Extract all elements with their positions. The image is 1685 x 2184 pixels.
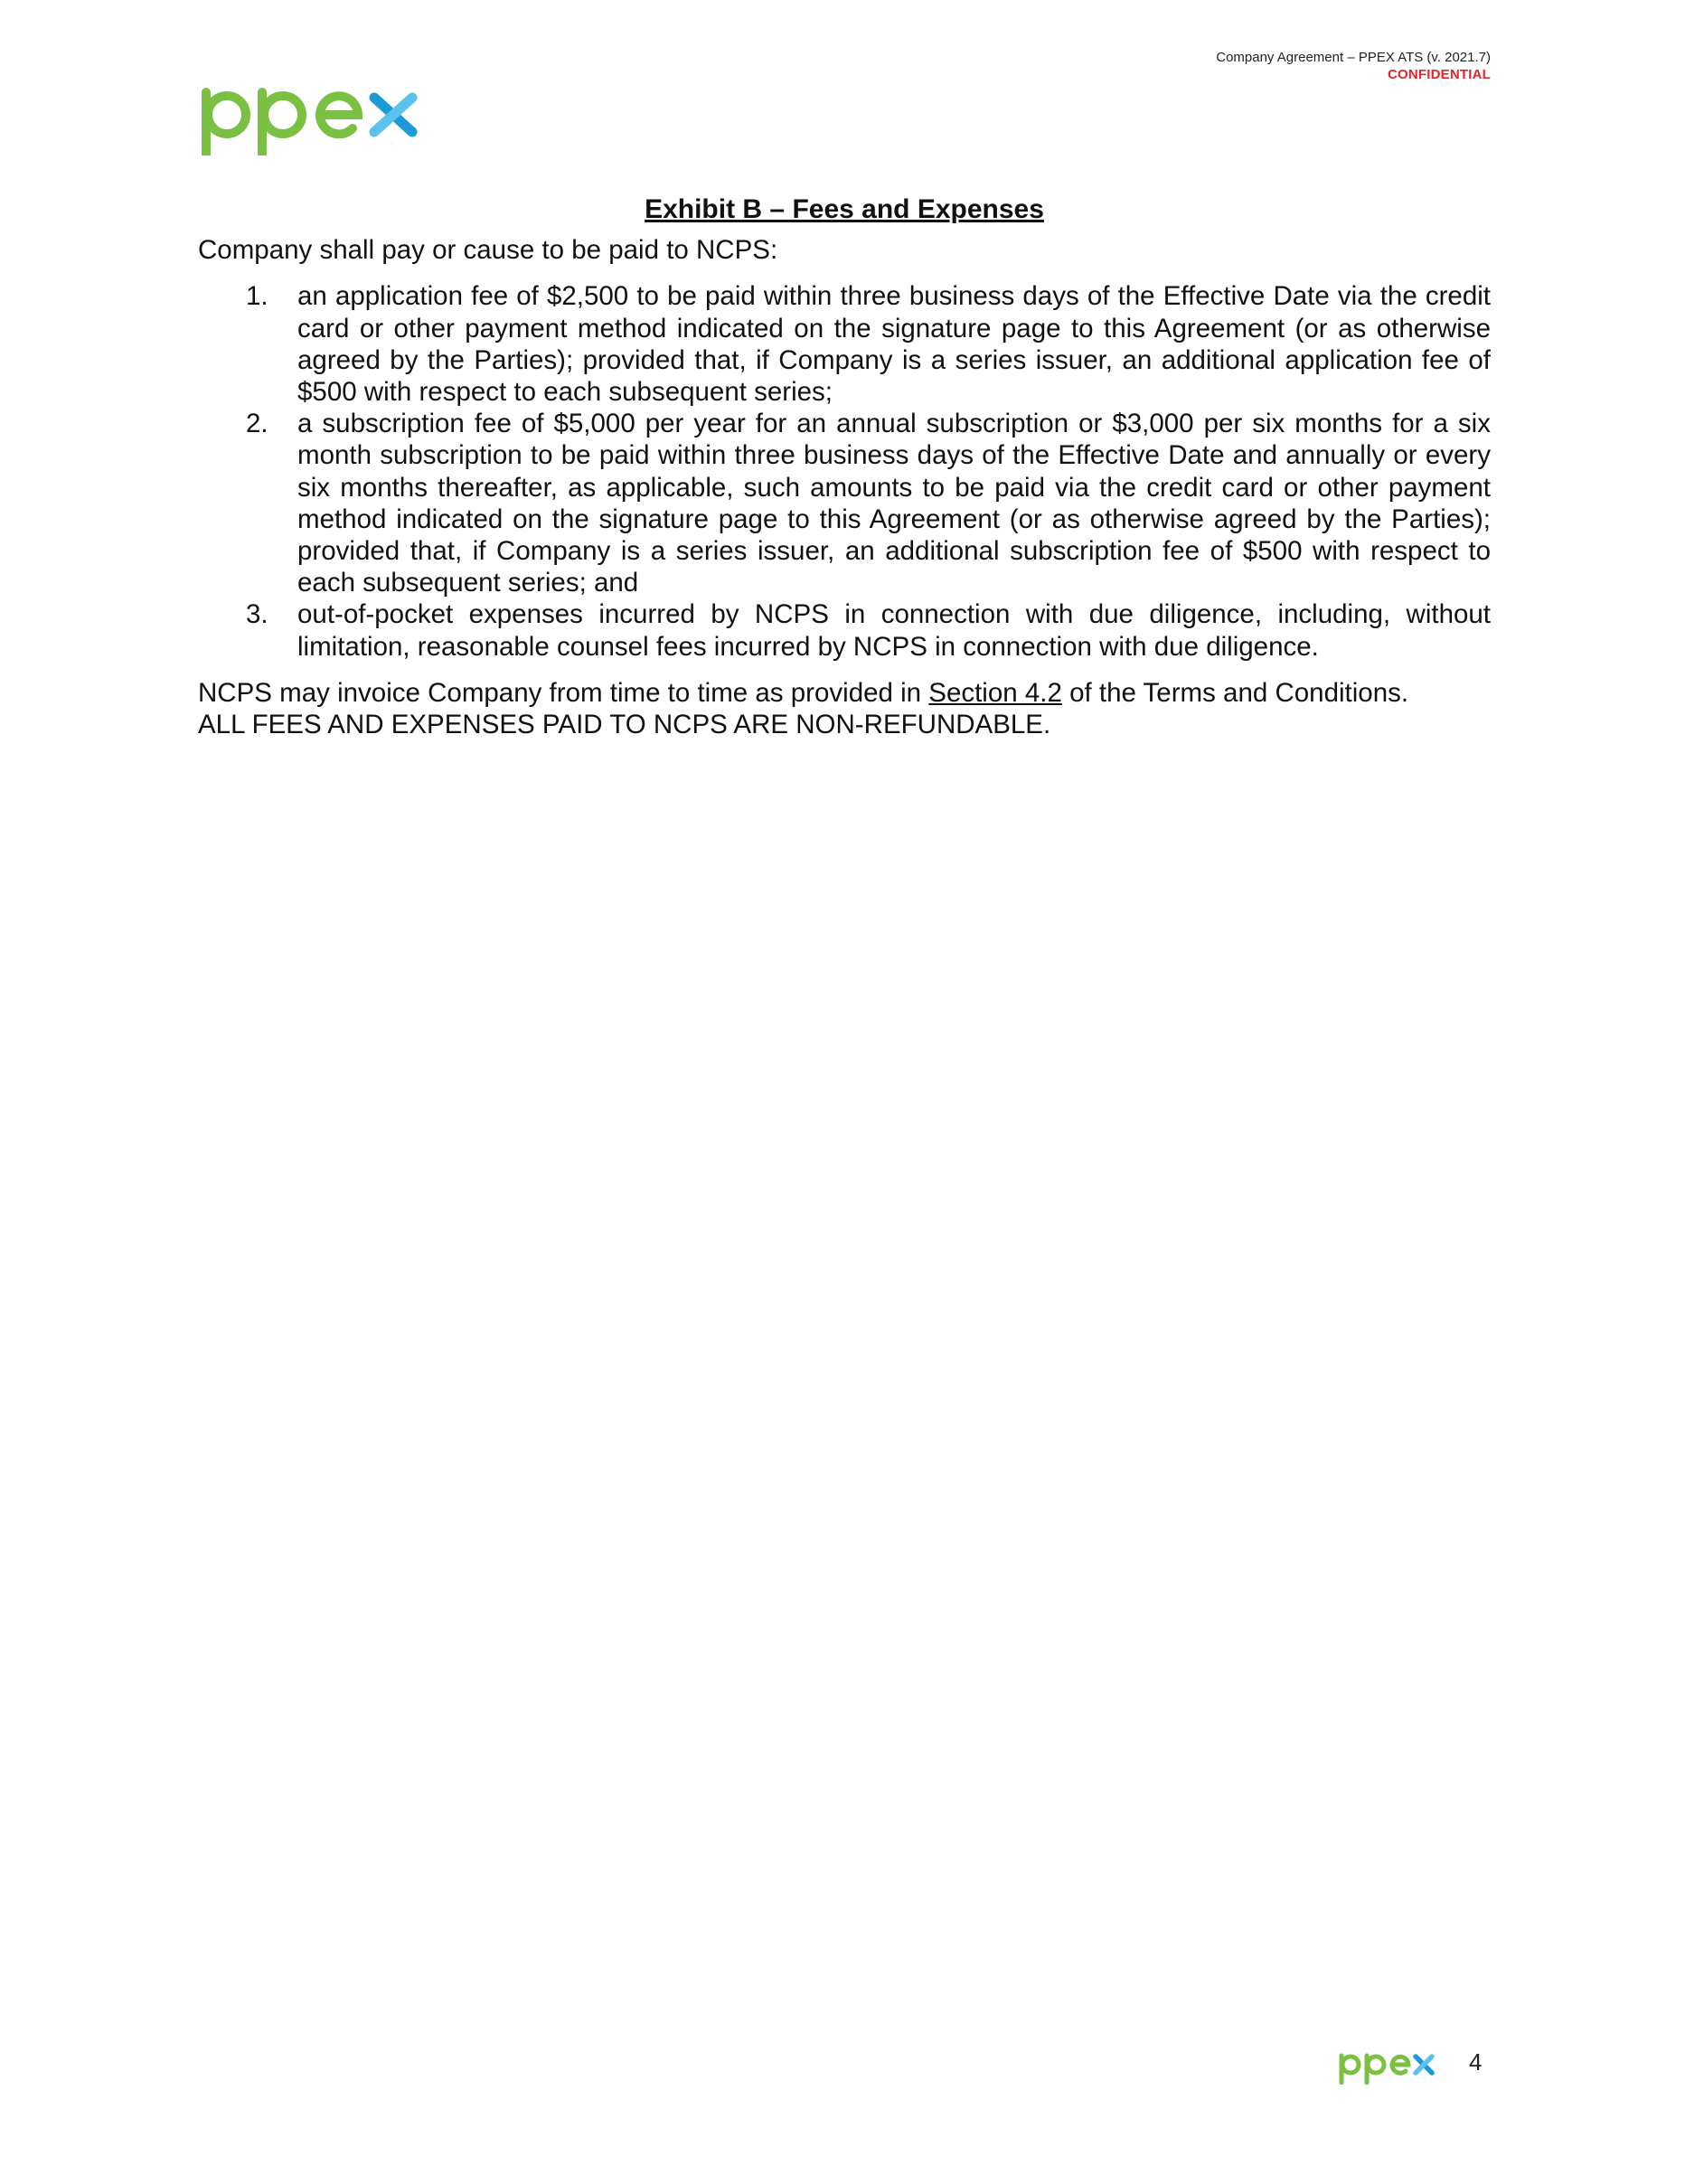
page-number: 4 [1469,2048,1483,2076]
list-item [198,280,1491,408]
list-item [198,598,1491,662]
list-item-number: 2. [246,409,268,439]
list-item-number: 1. [246,281,268,312]
section-reference: Section 4.2 [928,677,1062,708]
footer-ppex-logo [1336,2045,1437,2085]
ppex-logo [197,74,423,155]
list-item [198,408,1491,598]
exhibit-intro: Company shall pay or cause to be paid to NCPS: [198,235,778,266]
exhibit-body [198,193,1491,740]
non-refundable-notice: ALL FEES AND EXPENSES PAID TO NCPS ARE NON-REFUNDABLE. [198,710,1051,740]
list-item-text: a subscription fee of $5,000 per year for an annual subscription or $3,000 per six months for a six month subscription to be paid within three business days of the Effective Date and annually or every six months thereafter, as applicable, such amounts to be paid via the credit card or other payment method indicated on the signature page to this Agreement (or as otherwise agreed by the Parties); provided that, if Company is a series issuer, an additional subscription fee of $500 with respect to each subsequent series; and [297,409,1491,598]
confidential-label: CONFIDENTIAL [1387,67,1491,82]
document-reference: Company Agreement – PPEX ATS (v. 2021.7) [1216,50,1491,65]
list-item-number: 3. [246,599,268,630]
exhibit-title: Exhibit B – Fees and Expenses [645,194,1044,224]
closing-paragraph [198,677,1491,709]
closing-text-after: of the Terms and Conditions. [1061,677,1409,708]
fee-list [198,280,1491,662]
closing-text-before: NCPS may invoice Company from time to time as provided in [198,677,929,708]
document-header [1216,49,1491,83]
list-item-text: out-of-pocket expenses incurred by NCPS in connection with due diligence, including, without limitation, reasonable counsel fees incurred by NCPS in connection with due diligence. [297,599,1491,662]
list-item-text: an application fee of $2,500 to be paid within three business days of the Effective Date via the credit card or other payment method indicated on the signature page to this Agreement (or as otherwise agreed by the Parties); provided that, if Company is a series issuer, an additional application fee of $500 with respect to each subsequent series; [297,281,1491,408]
